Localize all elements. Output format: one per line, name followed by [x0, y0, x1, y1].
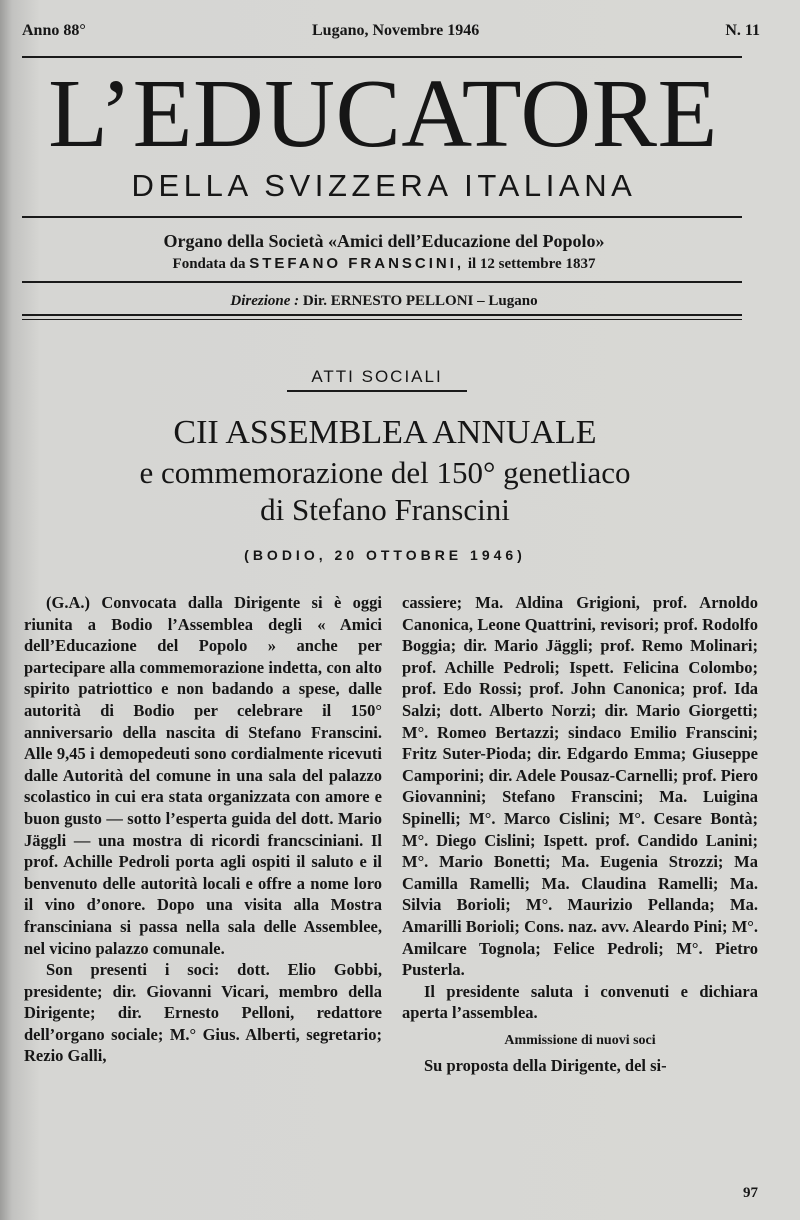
article-subtitle-line2: di Stefano Franscini	[260, 492, 510, 527]
direction-label: Direzione :	[230, 293, 300, 309]
header-line	[22, 22, 760, 46]
issue-number: N. 11	[725, 22, 760, 39]
masthead-title: L’EDUCATORE	[48, 60, 718, 168]
paragraph: Il presidente saluta i convenuti e dichiara aperta l’assemblea.	[402, 981, 758, 1023]
paragraph: cassiere; Ma. Aldina Grigioni, prof. Arnoldo Canonica, Leone Quattrini, revisori; prof. Rodolfo Boggia; dir. Mario Jäggli; prof. Remo Molinari; prof. Achille Pedroli; Ispett. Felicina Colombo; prof. Edo Rossi; prof. John Canonica; prof. Ida Salzi; dott. Alberto Norzi; dir. Mario Giorgetti; M°. Romeo Bertazzi; sindaco Emilio Franscini; Fritz Suter-Pioda; dir. Edgardo Emma; Giuseppe Camporini; dir. Adele Pousaz-Carnelli; prof. Piero Giovannini; Stefano Franscini; Ma. Luigina Spinelli; M°. Marco Cislini; M°. Cesare Bontà; M°. Diego Cislini; Ispett. prof. Candido Lanini; M°. Mario Bonetti; Ma. Eugenia Strozzi; Ma Camilla Ramelli; Ma. Claudina Ramelli; Ma. Silvia Borioli; M°. Maurizio Pellanda; Ma. Amarilli Borioli; Cons. naz. avv. Aleardo Pini; M°. Amilcare Tognola; Felice Pedroli; M°. Pietro Pusterla.	[402, 593, 758, 980]
text-column-left	[24, 592, 382, 1067]
text-column-right	[402, 592, 758, 1077]
paragraph: Son presenti i soci: dott. Elio Gobbi, presidente; dir. Giovanni Vicari, membro della Dirigente; dir. Ernesto Pelloni, redattore dell’organo sociale; M.° Gius. Alberti, segretario; Rezio Galli,	[24, 960, 382, 1066]
section-heading: ATTI SOCIALI	[287, 367, 467, 392]
article-subtitle-line1: e commemorazione del 150° genetliaco	[139, 455, 631, 490]
direction-line	[22, 293, 746, 310]
founded-line	[22, 255, 746, 273]
subheading: Ammissione di nuovi soci	[504, 1032, 656, 1048]
founded-prefix: Fondata da	[172, 256, 246, 272]
divider-rule	[22, 281, 742, 283]
divider-rule	[22, 314, 742, 316]
direction-name: Dir. ERNESTO PELLONI – Lugano	[302, 293, 538, 309]
paragraph: Su proposta della Dirigente, del si-	[424, 1056, 667, 1076]
paragraph: (G.A.) Convocata dalla Dirigente si è oggi riunita a Bodio l’Assemblea degli « Amici dell’Educazione del Popolo » anche per partecipare alla commemorazione indetta, con alto spirito patriottico e non badando a spese, dalle autorità di Bodio per celebrare il 150° anniversario della nascita di Stefano Franscini. Alle 9,45 i demopedeuti sono cordialmente ricevuti dalle Autorità del comune in una sala del palazzo scolastico in cui era stata organizzata con amore e buon gusto — sotto l’esperta guida del dott. Mario Jäggli — una mostra di ricordi francsciniani. Il prof. Achille Pedroli porta agli ospiti il saluto e il benvenuto delle autorità locali e offre a nome loro il vino d’onore. Dopo una visita alla Mostra fransciniana si passa nella sala delle Assemblee, nel vicino palazzo comunale.	[24, 593, 382, 958]
article-title: CII ASSEMBLEA ANNUALE	[173, 414, 597, 451]
founded-date: il 12 settembre 1837	[467, 256, 596, 272]
divider-rule	[22, 216, 742, 218]
publisher-organ: Organo della Società «Amici dell’Educazione del Popolo»	[163, 231, 605, 251]
place-date: Lugano, Novembre 1946	[312, 22, 480, 39]
masthead-subtitle: DELLA SVIZZERA ITALIANA	[131, 168, 637, 203]
founder-name: STEFANO FRANSCINI,	[249, 255, 465, 272]
divider-rule	[22, 56, 742, 58]
article-dateline: (BODIO, 20 OTTOBRE 1946)	[244, 547, 526, 563]
page-number: 97	[743, 1185, 758, 1201]
divider-rule	[22, 319, 742, 320]
volume-year: Anno 88°	[22, 22, 86, 39]
